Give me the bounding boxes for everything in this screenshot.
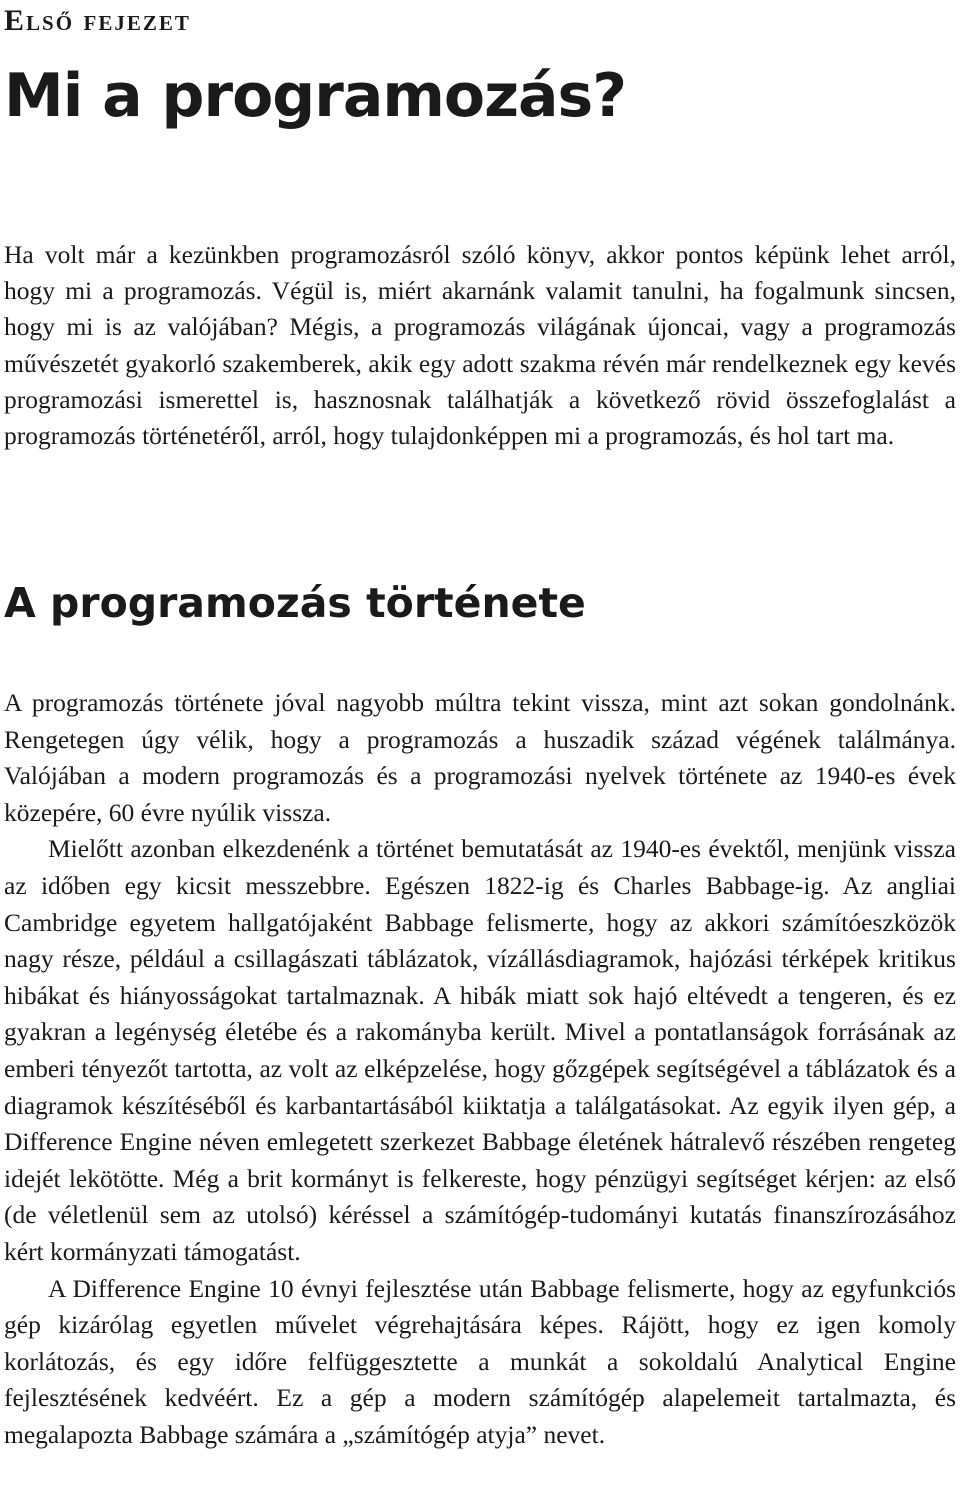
section-paragraph-3: A Difference Engine 10 évnyi fejlesztése után Babbage felismerte, hogy az egyfunkciós gép kizárólag egyetlen művelet végrehajtására képes. Rájött, hogy ez igen komoly korlátozás, és egy időre felfüggesztette a munkát a sokoldalú Analytical Engine fejlesztésének kedvéért. Ez a gép a modern számítógép alapelemeit tartalmazta, és megalapozta Babbage számára a „számítógép atyja” nevet. (4, 1273, 956, 1449)
section-body (4, 685, 956, 1453)
section-title: A programozás története (4, 579, 586, 627)
intro-paragraph: Ha volt már a kezünkben programozásról szóló könyv, akkor pontos képünk lehet arról, hogy mi a programozás. Végül is, miért akarnánk valamit tanulni, ha fogalmunk sincsen, hogy mi is az valójában? Mégis, a programozás világának újoncai, vagy a programozás művészetét gyakorló szakemberek, akik egy adott szakma révén már rendelkeznek egy kevés programozási ismerettel is, hasznosnak találhatják a következő rövid összefoglalást a programozás történetéről, arról, hogy tulajdonképpen mi a programozás, és hol tart ma. (4, 240, 956, 451)
section-paragraph-1: A programozás története jóval nagyobb múltra tekint vissza, mint azt sokan gondolnánk. Rengetegen úgy vélik, hogy a programozás a huszadik század végének találmánya. Valójában a modern programozás és a programozási nyelvek története az 1940-es évek közepére, 60 évre nyúlik vissza. (4, 688, 956, 827)
chapter-label: Első fejezet (4, 4, 191, 37)
chapter-title: Mi a programozás? (4, 61, 626, 131)
section-paragraph-2: Mielőtt azonban elkezdenénk a történet bemutatását az 1940-es évektől, menjünk vissza az időben egy kicsit messzebbre. Egészen 1822-ig és Charles Babbage-ig. Az angliai Cambridge egyetem hallgatójaként Babbage felismerte, hogy az akkori számítóeszközök nagy része, például a csillagászati táblázatok, vízállásdiagramok, hajózási térképek kritikus hibákat és hiányosságokat tartalmaznak. A hibák miatt sok hajó eltévedt a tengeren, és ez gyakran a legénység életébe és a rakományba került. Mivel a pontatlanságok forrásának az emberi tényezőt tartotta, az volt az elképzelése, hogy gőzgépek segítségével a táblázatok és a diagramok készítéséből és karbantartásából kiiktatja a találgatásokat. Az egyik ilyen gép, a Difference Engine néven emlegetett szerkezet Babbage életének hátralevő részében rengeteg idejét lekötötte. Még a brit kormányt is felkereste, hogy pénzügyi segítséget kérjen: az első (de véletlenül sem az utolsó) kéréssel a számítógép-tudományi kutatás finanszírozásához kért kormányzati támogatást. (4, 834, 956, 1266)
